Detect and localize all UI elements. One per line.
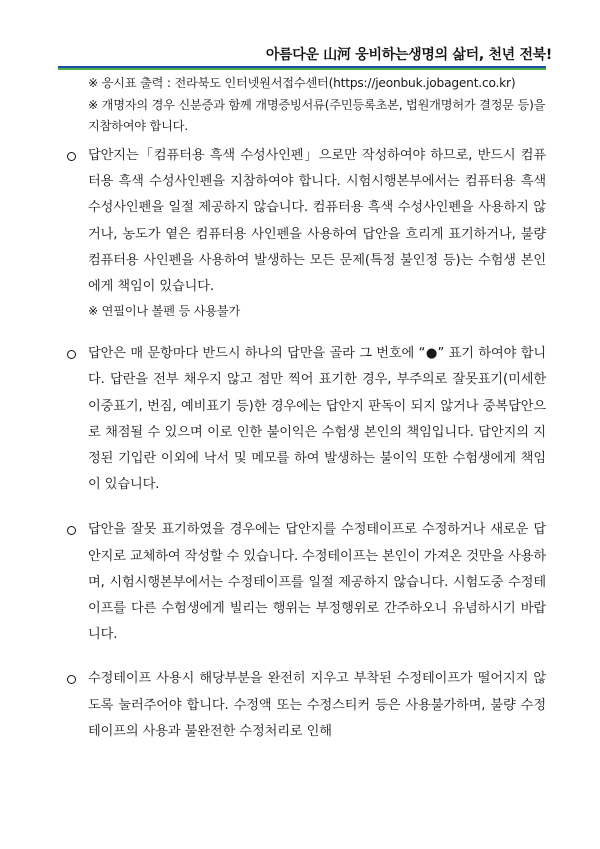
note-text: ※ 응시표 출력 : 전라북도 인터넷원서접수센터(https://jeonbuk.jobagent.co.kr): [88, 76, 516, 90]
instruction-item-pen: [58, 143, 546, 300]
instruction-text: 수정테이프 사용시 해당부분을 완전히 지우고 부착된 수정테이프가 떨어지지 않도록 눌러주어야 합니다. 수정액 또는 수정스티커 등은 사용불가하며, 불량 수정테이프의 사용과 불완전한 수정처리로 인해: [88, 671, 546, 739]
instruction-item-tape-usage: [58, 666, 546, 745]
circle-bullet-icon: [67, 526, 76, 535]
header-slogan: 아름다운 山河 웅비하는생명의 삶터, 천년 전북!: [265, 47, 552, 63]
instruction-text: 답안지는「컴퓨터용 흑색 수성사인펜」으로만 작성하여야 하므로, 반드시 컴퓨터용 흑색 수성사인펜을 지참하여야 합니다. 시험시행본부에서는 컴퓨터용 흑색 수성사인펜을 일절 제공하지 않습니다. 컴퓨터용 흑색 수성사인펜을 사용하지 않거나, 농도가 옅은 컴퓨터용 사인펜을 사용하여 답안을 흐리게 표기하거나, 불량 컴퓨터용 사인펜을 사용하여 발생하는 모든 문제(특정 불인정 등)는 수험생 본인에게 책임이 있습니다.: [88, 148, 546, 295]
instruction-item-marking: [58, 341, 546, 498]
note-print-ticket: [58, 73, 546, 94]
instruction-text: 답안은 매 문항마다 반드시 하나의 답만을 골라 그 번호에 “●” 표기 하여야 합니다. 답란을 전부 채우지 않고 점만 찍어 표기한 경우, 부주의로 잘못표기(미세한 이중표기, 번짐, 예비표기 등)한 경우에는 답안지 판독이 되지 않거나 중복답안으로 채점될 수 있으며 이로 인한 불이익은 수험생 본인의 책임입니다. 답안지의 지정된 기입란 이외에 낙서 및 메모를 하여 발생하는 불이익 또한 수험생에게 책임이 있습니다.: [88, 346, 546, 493]
note-text: ※ 연필이나 볼펜 등 사용불가: [88, 304, 241, 319]
document-body: [58, 72, 546, 745]
circle-bullet-icon: [67, 675, 76, 684]
header-rule-green: [58, 68, 546, 70]
circle-bullet-icon: [67, 350, 76, 359]
note-text: ※ 개명자의 경우 신분증과 함께 개명증빙서류(주민등록초본, 법원개명허가 결정문 등)을 지참하여야 합니다.: [88, 98, 546, 133]
instruction-item-correction: [58, 517, 546, 648]
note-no-pencil: [58, 301, 546, 322]
note-name-change: [58, 95, 546, 137]
circle-bullet-icon: [67, 152, 76, 161]
instruction-text: 답안을 잘못 표기하였을 경우에는 답안지를 수정테이프로 수정하거나 새로운 답안지로 교체하여 작성할 수 있습니다. 수정테이프는 본인이 가져온 것만을 사용하며, 시험시행본부에서는 수정테이프를 일절 제공하지 않습니다. 시험도중 수정테이프를 다른 수험생에게 빌리는 행위는 부정행위로 간주하오니 유념하시기 바랍니다.: [88, 522, 547, 643]
